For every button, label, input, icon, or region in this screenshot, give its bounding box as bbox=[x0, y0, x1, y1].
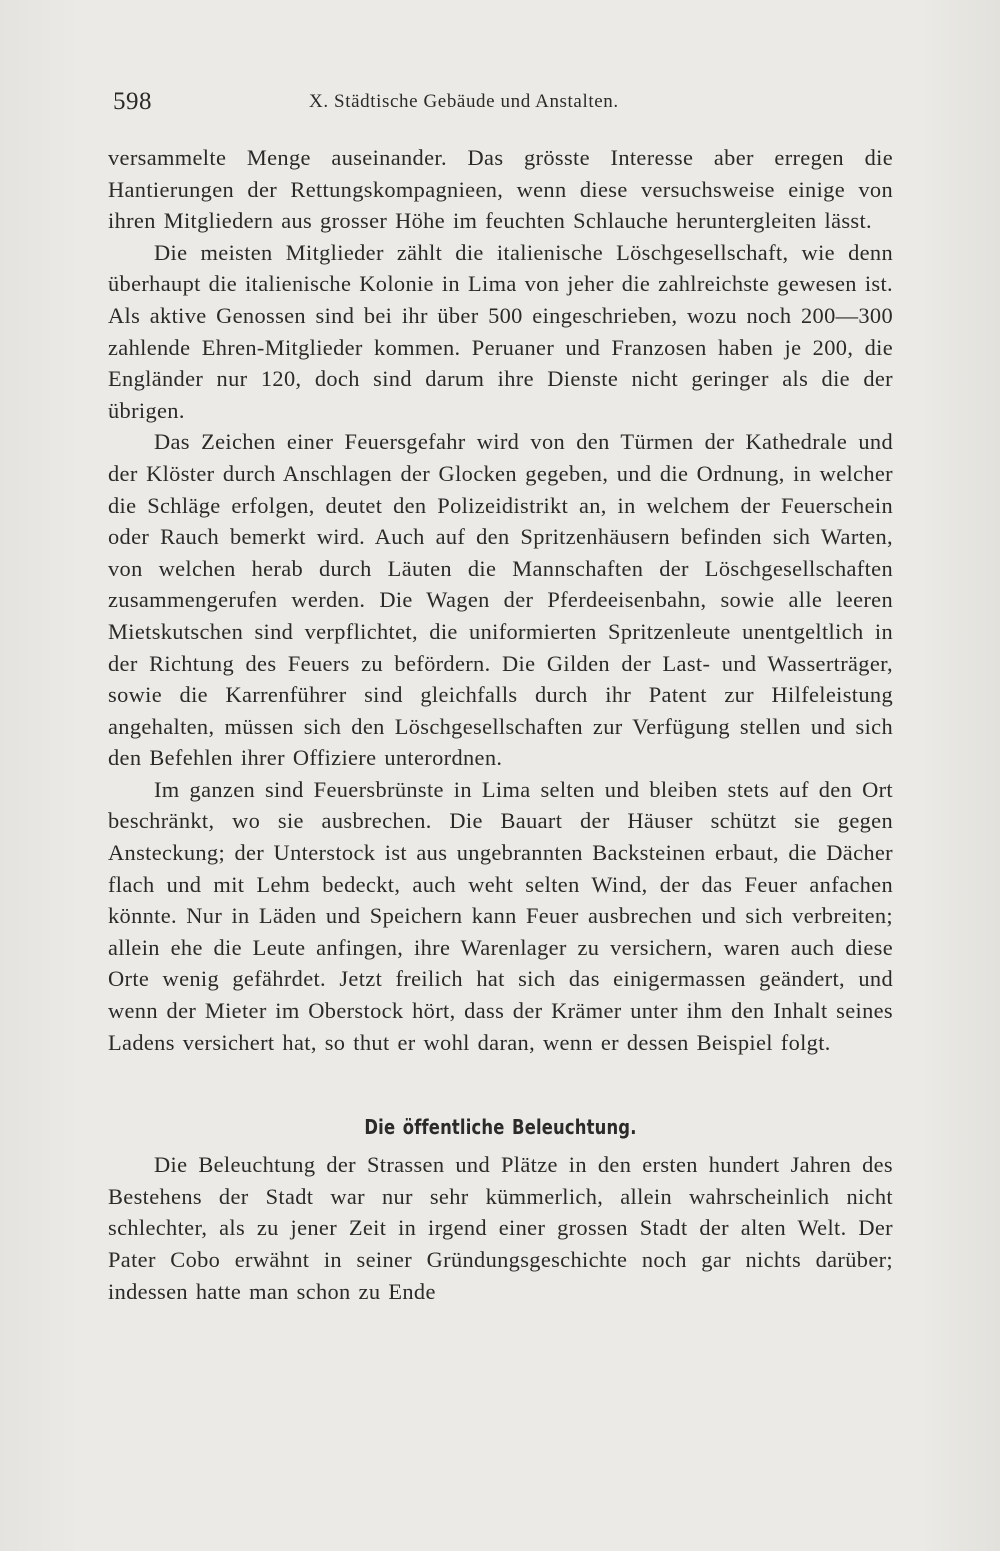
paragraph-fire-alarm: Das Zeichen einer Feuersgefahr wird von den Türmen der Kathedrale und der Klöster durch Anschlagen der Glocken gegeben, und die Ordnung, in welcher die Schläge erfolgen, deutet den Polizeidistrikt an, in welchem der Feuerschein oder Rauch bemerkt wird. Auch auf den Spritzenhäusern befinden sich Warten, von welchen herab durch Läuten die Mannschaften der Löschgesellschaften zusammengerufen werden. Die Wagen der Pferdeeisenbahn, sowie alle leeren Mietskutschen sind verpflichtet, die uniformierten Spritzenleute unentgeltlich in der Richtung des Feuers zu befördern. Die Gilden der Last- und Wasserträger, sowie die Karrenführer sind gleichfalls durch ihr Patent zur Hilfeleistung angehalten, müssen sich den Löschgesellschaften zur Verfügung stellen und sich den Befehlen ihrer Offiziere unterordnen. bbox=[108, 429, 893, 771]
body-text bbox=[108, 142, 893, 1307]
running-head bbox=[113, 88, 893, 124]
paragraph-italian-fire-company: Die meisten Mitglieder zählt die italienische Löschgesellschaft, wie denn überhaupt die italienische Kolonie in Lima von jeher die zahlreichste gewesen ist. Als aktive Genossen sind bei ihr über 500 eingeschrieben, wozu noch 200—300 zahlende Ehren-Mitglieder kommen. Peruaner und Franzosen haben je 200, die Engländer nur 120, doch sind darum ihre Dienste nicht geringer als die der übrigen. bbox=[108, 239, 893, 423]
paragraph-continuation: versammelte Menge auseinander. Das grösste Interesse aber erregen die Hantierungen der Rettungskompagnieen, wenn diese versuchsweise einige von ihren Mitgliedern aus grosser Höhe im feuchten Schlauche heruntergleiten lässt. bbox=[108, 145, 893, 234]
section-heading: Die öffentliche Beleuchtung. bbox=[364, 1115, 637, 1140]
page-number: 598 bbox=[113, 88, 152, 115]
paragraph-fire-frequency: Im ganzen sind Feuersbrünste in Lima selten und bleiben stets auf den Ort beschränkt, wo sie ausbrechen. Die Bauart der Häuser schützt sie gegen Ansteckung; der Unterstock ist aus ungebrannten Backsteinen erbaut, die Dächer flach und mit Lehm bedeckt, auch weht selten Wind, der das Feuer anfachen könnte. Nur in Läden und Speichern kann Feuer ausbrechen und sich verbreiten; allein ehe die Leute anfingen, ihre Warenlager zu versichern, waren auch diese Orte wenig gefährdet. Jetzt freilich hat sich das einigermassen geändert, und wenn der Mieter im Oberstock hört, dass der Krämer unter ihm den Inhalt seines Ladens versichert hat, so thut er wohl daran, wenn er dessen Beispiel folgt. bbox=[108, 776, 893, 1055]
chapter-title: X. Städtische Gebäude und Anstalten. bbox=[309, 91, 619, 112]
paragraph-public-lighting: Die Beleuchtung der Strassen und Plätze in den ersten hundert Jahren des Bestehens der Stadt war nur sehr kümmerlich, allein wahrscheinlich nicht schlechter, als zu jener Zeit in irgend einer grossen Stadt der alten Welt. Der Pater Cobo erwähnt in seiner Gründungsgeschichte noch gar nichts darüber; indessen hatte man schon zu Ende bbox=[108, 1152, 893, 1304]
